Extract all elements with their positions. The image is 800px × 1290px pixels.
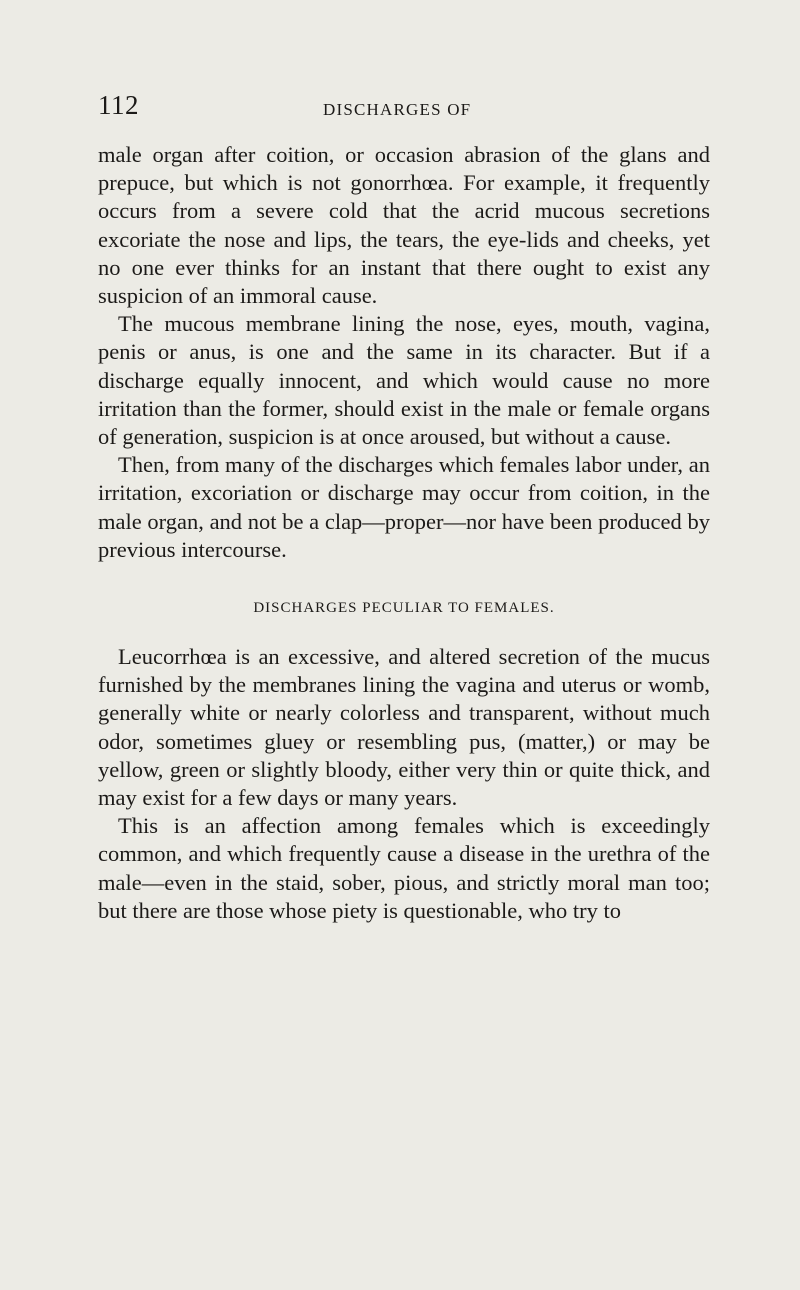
running-head: DISCHARGES OF (323, 100, 472, 119)
paragraph-mucous-membrane: The mucous membrane lining the nose, eyes, mouth, vagina, penis or anus, is one and the same in its character. But if a discharge equally innocent, and which would cause no more irritation than the former, should exist in the male or female organs of generation, suspicion is at once aroused, but without a cause. (98, 311, 710, 450)
paragraph-affection: This is an affection among females which is exceedingly common, and which frequently cause a disease in the urethra of the male—even in the staid, sober, pious, and strictly moral man too; but there are those whose piety is questionable, who try to (98, 813, 710, 923)
body-text (98, 141, 710, 925)
section-heading: DISCHARGES PECULIAR TO FEMALES. (253, 600, 555, 617)
paragraph-continuation: male organ after coition, or occasion abrasion of the glans and prepuce, but which is not gonorrhœa. For example, it frequently occurs from a severe cold that the acrid mucous secretions excoriate the nose and lips, the tears, the eye-lids and cheeks, yet no one ever thinks for an instant that there ought to exist any suspicion of an immoral cause. (98, 142, 710, 309)
page-number: 112 (98, 90, 139, 120)
paragraph-leucorrhoea: Leucorrhœa is an excessive, and altered secretion of the mucus furnished by the membranes lining the vagina and uterus or womb, generally white or nearly colorless and transparent, without much odor, sometimes gluey or resembling pus, (matter,) or may be yellow, green or slightly bloody, either very thin or quite thick, and may exist for a few days or many years. (98, 644, 710, 811)
paragraph-discharges-females: Then, from many of the discharges which females labor under, an irritation, excoriation or discharge may occur from coition, in the male organ, and not be a clap—proper—nor have been produced by previous intercourse. (98, 452, 710, 562)
